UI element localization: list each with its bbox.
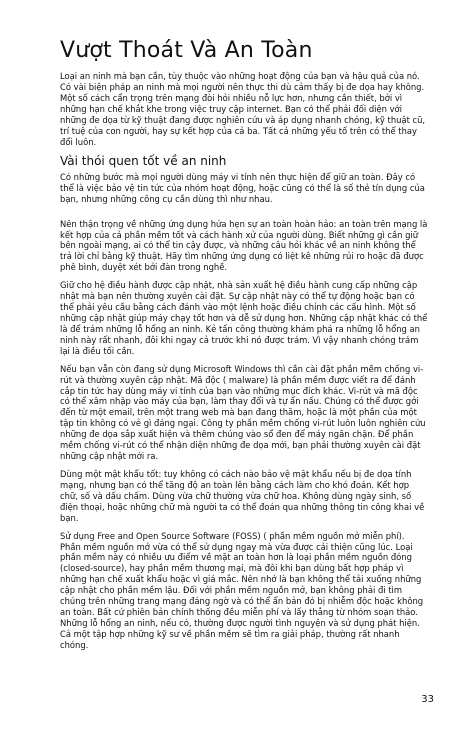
section-intro-paragraph: Có những bước mà mọi người dùng máy vi tính nên thực hiện để giữ an toàn. Đây có thể là việc bảo vệ tin tức của nhóm hoạt động, hoặc cũng có thể là số thẻ tín dụng của bạn, nhưng những công cụ cần dùng thì như nhau.: [60, 171, 425, 204]
page-number: 33: [421, 694, 434, 705]
intro-paragraph: Loại an ninh mà bạn cần, tùy thuộc vào những hoạt động của bạn và hậu quả của nó. Có vài biện pháp an ninh mà mọi người nên thực thi dù cảm thấy bị đe dọa hay không. Một số cách cẩn trọng trên mạng đòi hỏi nhiều nỗ lực hơn, nhưng cần thiết, bởi vì những hạn chế khắt khe trong việc truy cập internet. Bạn có thể phải đối diện với những đe dọa từ kỹ thuật đang được nghiên cứu và áp dụng nhanh chóng, kỹ thuật cũ, trí tuệ của con người, hay sự kết hợp của cả ba. Tất cả những yếu tố trên có thể thay đổi luôn.: [60, 71, 426, 147]
body-paragraph: Nếu bạn vẫn còn đang sử dụng Microsoft Windows thì cần cài đặt phần mềm chống vi-rút và thường xuyên cập nhật. Mã độc ( malware) là phần mềm được viết ra để đánh cắp tin tức hay dùng máy vi tính của bạn vào những mục đích khác. Vi-rút và mã độc có thể xâm nhập vào máy của bạn, làm thay đổi và tự ẩn nấu. Chúng có thể được gởi đến từ một email, trên một trang web mà bạn đang thăm, hoặc là một phần của một tập tin không có vẻ gì đáng ngại. Công ty phần mềm chống vi-rút luôn luôn nghiên cứu những đe dọa sắp xuất hiện và thêm chúng vào sổ đen để máy ngăn chặn. Để phần mềm chống vi-rút có thể nhận diện những đe dọa mới, bạn phải thường xuyên cài đặt những cập nhật mới ra.: [60, 363, 426, 462]
body-paragraph: Sử dụng Free and Open Source Software (FOSS) ( phần mềm nguồn mở miễn phí). Phần mềm nguồn mở vừa có thể sử dụng ngay mà vừa được cải thiện cũng lúc. Loại phần mềm này có nhiều ưu điểm về mặt an toàn hơn là loại phần mềm nguồn đóng (closed-source), hay phần mềm thương mại, mà đôi khi bạn dùng bất hợp pháp vì những hạn chế xuất khẩu hoặc vì giá mắc. Nên nhớ là bạn không thể tải xuống những cập nhật cho phần mềm lậu. Đối với phần mềm nguồn mở, bạn không phải đi tìm chúng trên những trang mạng đáng ngờ và có thể ẩn bản đó bị nhiễm độc hoặc không an toàn. Bất cứ phiên bản chính thống đều miễn phí và lấy thẳng từ nhóm soạn thảo. Những lỗ hổng an ninh, nếu có, thường được người tình nguyện và sử dụng phát hiện. Cả một tập hợp những kỹ sư về phần mềm sẽ tìm ra giải pháp, thường rất nhanh chóng.: [60, 530, 424, 650]
body-paragraph: Nên thận trọng về những ứng dụng hứa hẹn sự an toàn hoàn hảo: an toàn trên mạng là kết hợp của cả phần mềm tốt và cách hành xử của người dùng. Biết những gì cần giữ bên ngoài mạng, ai có thể tin cậy được, và những câu hỏi khác về an ninh không thể trả lời chỉ bằng kỹ thuật. Hãy tìm những ứng dụng có liệt kê những rủi ro hoặc đã được phê bình, duyệt xét bởi đàn trong nghề.: [60, 218, 428, 273]
section-heading: Vài thói quen tốt về an ninh: [60, 154, 227, 169]
page-title: Vượt Thoát Và An Toàn: [60, 38, 313, 63]
body-paragraph: Dùng một mật khẩu tốt: tuy không có cách nào bảo vệ mật khẩu nếu bị đe dọa tính mạng, nhưng bạn có thể tăng độ an toàn lên bằng cách làm cho khó đoán. Kết hợp chữ, số và dấu chấm. Dùng vừa chữ thường vừa chữ hoa. Không dùng ngày sinh, số điện thoại, hoặc những chữ mà người ta có thể đoán qua những thông tin công khai về bạn.: [60, 468, 425, 523]
body-paragraph: Giữ cho hệ điều hành được cập nhật, nhà sản xuất hệ điều hành cung cấp những cập nhật mà bạn nên thường xuyên cài đặt. Sự cập nhật này có thể tự động hoặc bạn có thể phải yêu cầu bằng cách đánh vào một lệnh hoặc điều chỉnh các cấu hình. Một số những cập nhật giúp máy chạy tốt hơn và dễ sử dụng hơn. Những cập nhật khác có thể là để trám những lỗ hổng an ninh. Kẻ tấn công thường khám phá ra những lỗ hổng an ninh này rất nhanh, đôi khi ngay cả trước khi nó được trám. Vì vậy nhanh chóng trám lại là điều tối cần.: [60, 280, 428, 356]
document-body: [60, 71, 428, 658]
